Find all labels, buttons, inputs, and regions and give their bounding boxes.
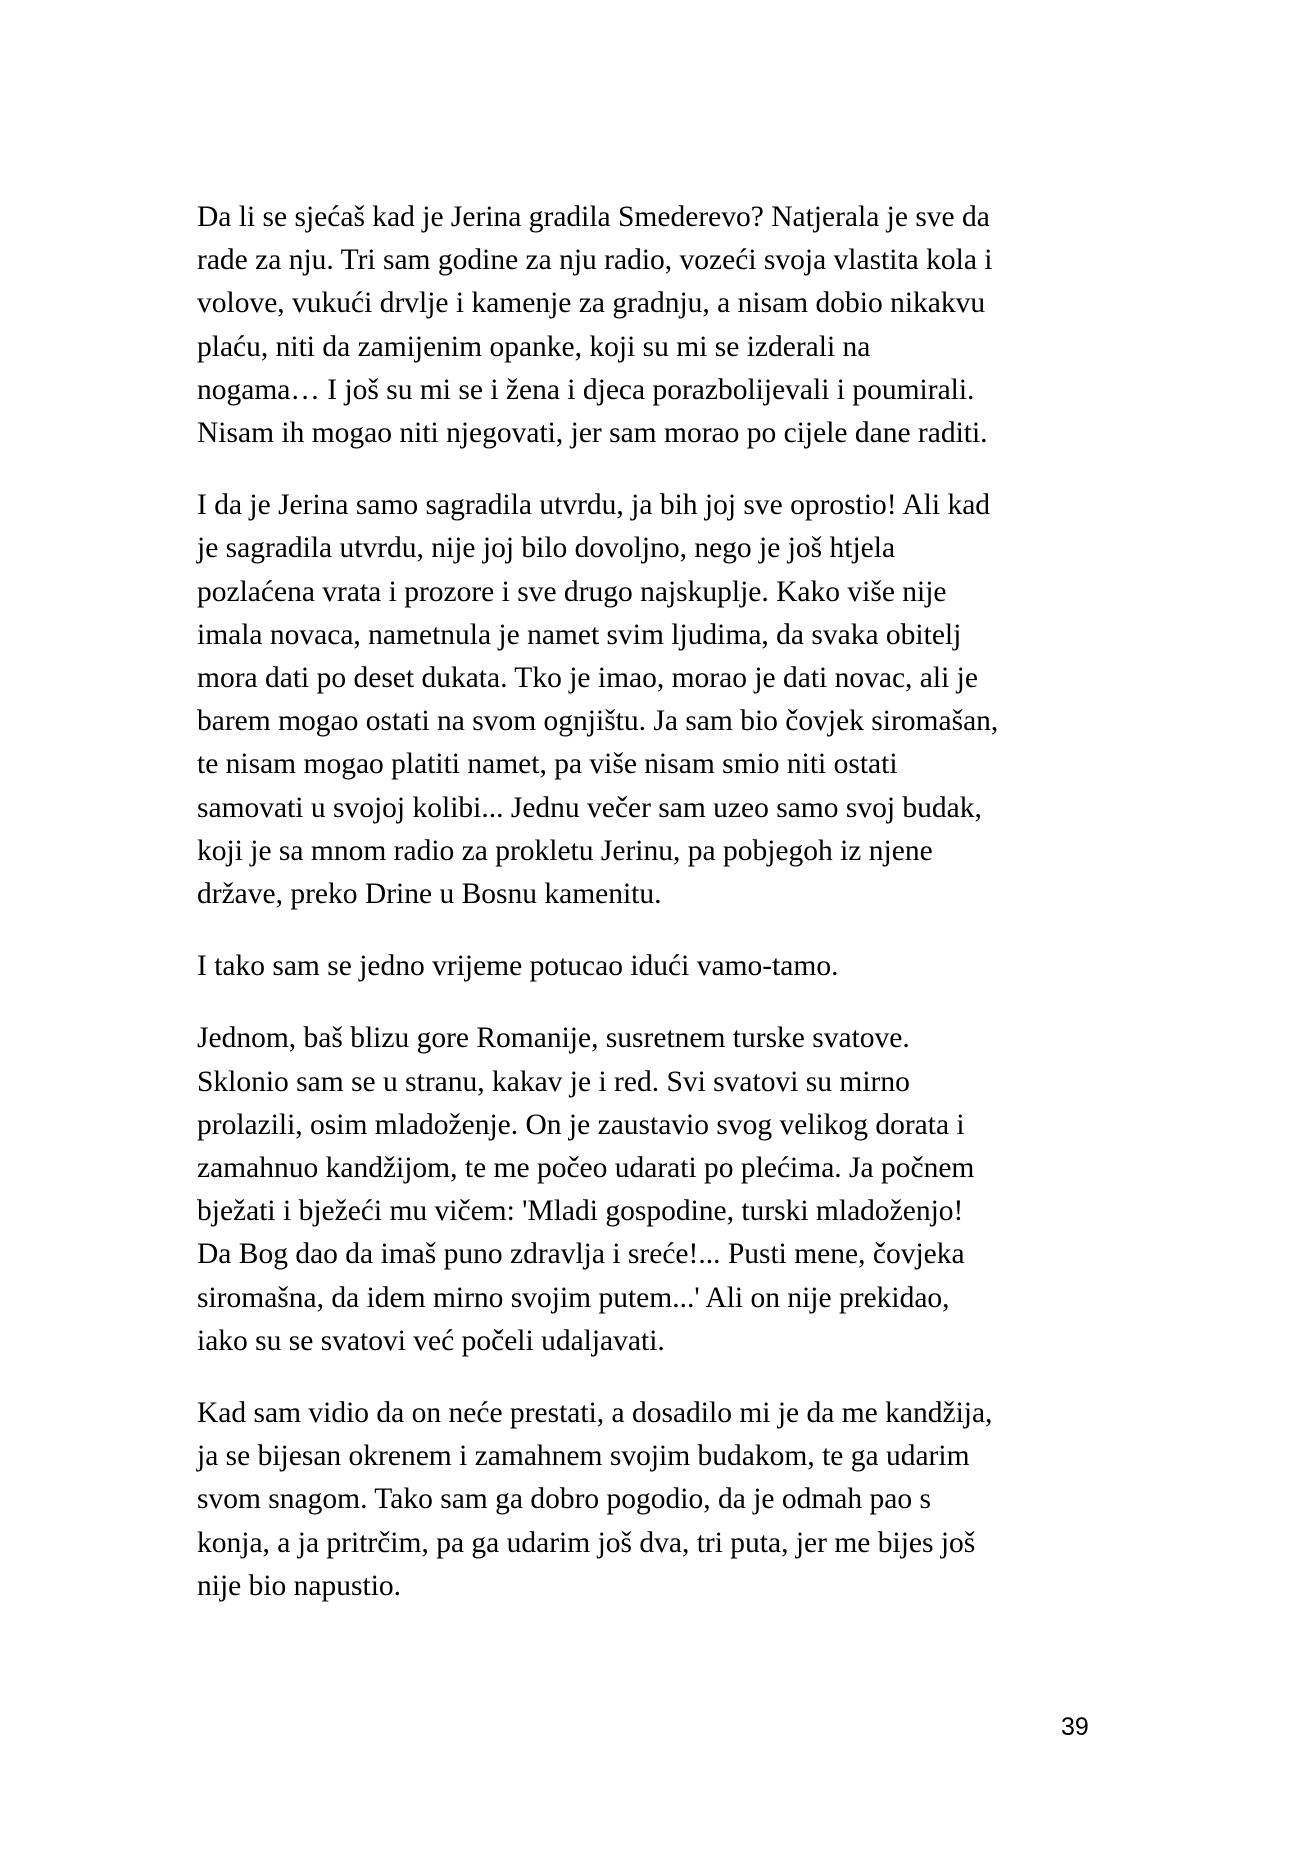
text-line: Da li se sjećaš kad je Jerina gradila Smederevo? Natjerala je sve da [197, 201, 990, 233]
text-line: mora dati po deset dukata. Tko je imao, morao je dati novac, ali je [197, 662, 978, 695]
paragraph [197, 196, 1107, 455]
text-line: siromašna, da idem mirno svojim putem...' Ali on nije prekidao, [197, 1281, 950, 1314]
text-line: Sklonio sam se u stranu, kakav je i red. Svi svatovi su mirno [197, 1065, 910, 1098]
text-line: volove, vukući drvlje i kamenje za gradnju, a nisam dobio nikakvu [197, 287, 986, 320]
text-line: I tako sam se jedno vrijeme potucao idući vamo-tamo. [197, 950, 839, 983]
text-line: prolazili, osim mladoženje. On je zaustavio svog velikog dorata i [197, 1108, 965, 1141]
text-line: svom snagom. Tako sam ga dobro pogodio, da je odmah pao s [197, 1483, 931, 1516]
text-line: pozlaćena vrata i prozore i sve drugo najskuplje. Kako više nije [197, 575, 947, 608]
text-line: Jednom, baš blizu gore Romanije, susretnem turske svatove. [197, 1022, 910, 1055]
text-line: nije bio napustio. [197, 1569, 402, 1602]
page-body [197, 196, 1107, 1637]
text-line: države, preko Drine u Bosnu kamenitu. [197, 878, 662, 911]
page-number: 39 [1061, 1713, 1089, 1741]
text-line: barem mogao ostati na svom ognjištu. Ja sam bio čovjek siromašan, [197, 705, 999, 738]
text-line: te nisam mogao platiti namet, pa više nisam smio niti ostati [197, 748, 898, 781]
text-line: Nisam ih mogao niti njegovati, jer sam morao po cijele dane raditi. [197, 417, 988, 450]
text-line: nogama… I još su mi se i žena i djeca porazbolijevali i poumirali. [197, 373, 975, 406]
text-line: Da Bog dao da imaš puno zdravlja i sreće!... Pusti mene, čovjeka [197, 1238, 965, 1271]
text-line: iako su se svatovi već počeli udaljavati. [197, 1324, 665, 1357]
text-line: zamahnuo kandžijom, te me počeo udarati po plećima. Ja počnem [197, 1152, 975, 1185]
text-line: koji je sa mnom radio za prokletu Jerinu, pa pobjegoh iz njene [197, 834, 933, 867]
text-line: imala novaca, nametnula je namet svim ljudima, da svaka obitelj [197, 618, 962, 651]
text-line: rade za nju. Tri sam godine za nju radio, vozeći svoja vlastita kola i [197, 244, 993, 277]
paragraph [197, 1392, 1107, 1608]
text-line: samovati u svojoj kolibi... Jednu večer sam uzeo samo svoj budak, [197, 791, 982, 824]
text-line: plaću, niti da zamijenim opanke, koji su mi se izderali na [197, 330, 871, 363]
text-line: Kad sam vidio da on neće prestati, a dosadilo mi je da me kandžija, [197, 1397, 993, 1430]
text-line: ja se bijesan okrenem i zamahnem svojim budakom, te ga udarim [197, 1440, 970, 1473]
paragraph [197, 1017, 1107, 1363]
paragraph [197, 945, 1107, 988]
text-line: je sagradila utvrdu, nije joj bilo dovoljno, nego je još htjela [197, 532, 896, 565]
paragraph [197, 484, 1107, 916]
text-line: I da je Jerina samo sagradila utvrdu, ja bih joj sve oprostio! Ali kad [197, 489, 991, 522]
text-line: konja, a ja pritrčim, pa ga udarim još dva, tri puta, jer me bijes još [197, 1526, 976, 1559]
text-line: bježati i bježeći mu vičem: 'Mladi gospodine, turski mladoženjo! [197, 1195, 964, 1228]
